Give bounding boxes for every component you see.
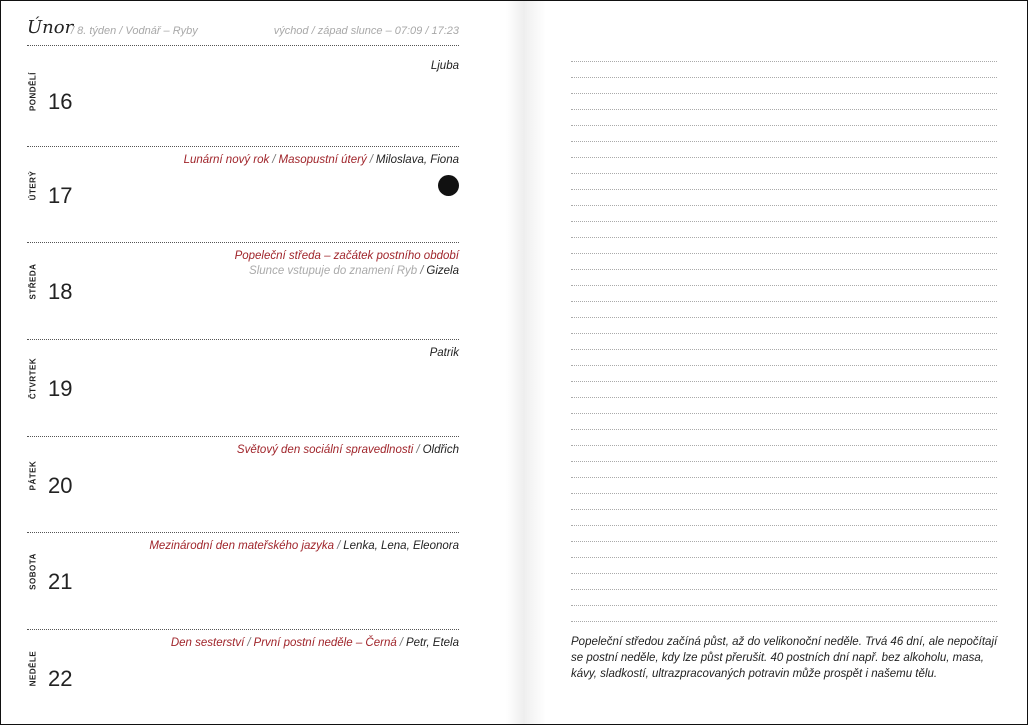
- day-row: [27, 339, 459, 436]
- ruled-line: [571, 318, 997, 334]
- name-day: Gizela: [426, 265, 459, 277]
- ruled-line: [571, 302, 997, 318]
- day-row: [27, 532, 459, 629]
- day-number: 17: [48, 183, 73, 208]
- ruled-line: [571, 222, 997, 238]
- day-row: [27, 242, 459, 339]
- ruled-line: [571, 286, 997, 302]
- separator: /: [399, 637, 403, 649]
- weekday-label: SOBOTA: [28, 553, 38, 590]
- separator: /: [420, 265, 424, 277]
- separator: /: [416, 444, 420, 456]
- ruled-line: [571, 446, 997, 462]
- day-number: 20: [48, 473, 73, 498]
- day-number: 21: [48, 569, 73, 594]
- ruled-line: [571, 430, 997, 446]
- day-row: [27, 146, 459, 243]
- name-day: Ljuba: [430, 60, 459, 72]
- name-day: Lenka, Lena, Eleonora: [343, 540, 459, 552]
- separator: /: [369, 154, 373, 166]
- ruled-line: [571, 174, 997, 190]
- new-moon-icon: [438, 175, 459, 196]
- ruled-line: [571, 398, 997, 414]
- day-notes: [184, 153, 459, 168]
- holiday-note: Den sesterství: [170, 637, 245, 649]
- weekday-label: PÁTEK: [28, 460, 38, 491]
- ruled-line: [571, 606, 997, 622]
- day-number: 19: [48, 376, 73, 401]
- month-title: Únor: [27, 17, 74, 38]
- day-number: 22: [48, 666, 73, 691]
- day-row: [27, 53, 459, 149]
- footer-note: Popeleční středou začíná půst, až do velikonoční neděle. Trvá 46 dní, ale nepočítají se postní neděle, kdy lze půst přerušit. 40 postních dní např. bez alkoholu, masa, kávy, sladkostí, ultrazpracovaných potravin může prospět i našemu tělu.: [571, 636, 998, 680]
- separator: /: [337, 540, 341, 552]
- day-notes: [237, 443, 459, 458]
- ruled-line: [571, 158, 997, 174]
- ruled-line: [571, 478, 997, 494]
- holiday-note: Lunární nový rok: [183, 154, 270, 166]
- ruled-line: [571, 366, 997, 382]
- ruled-line: [571, 462, 997, 478]
- ruled-line: [571, 270, 997, 286]
- holiday-note: Popeleční středa – začátek postního období: [234, 250, 459, 262]
- day-notes: [235, 249, 459, 279]
- ruled-line: [571, 590, 997, 606]
- holiday-note: První postní neděle – Černá: [253, 637, 397, 649]
- week-header: [27, 17, 459, 46]
- ruled-line: [571, 542, 997, 558]
- ruled-line: [571, 110, 997, 126]
- weekday-label: ÚTERÝ: [28, 170, 38, 201]
- left-page: [1, 1, 514, 724]
- day-notes: [171, 636, 459, 651]
- right-page: [546, 1, 1027, 724]
- ruled-line: [571, 62, 997, 78]
- weekday-label: STŘEDA: [28, 263, 38, 300]
- day-number: 18: [48, 279, 73, 304]
- ruled-line: [571, 510, 997, 526]
- day-row: [27, 436, 459, 533]
- name-day: Miloslava, Fiona: [375, 154, 459, 166]
- ruled-line: [571, 94, 997, 110]
- ruled-line: [571, 494, 997, 510]
- day-notes: [430, 346, 459, 361]
- ruled-line: [571, 78, 997, 94]
- ruled-line: [571, 414, 997, 430]
- notes-lines: [571, 46, 997, 622]
- weekday-label: ČTVRTEK: [28, 357, 38, 400]
- holiday-note: Masopustní úterý: [278, 154, 367, 166]
- ruled-line: [571, 334, 997, 350]
- day-notes: [149, 539, 459, 554]
- ruled-line: [571, 574, 997, 590]
- holiday-note: Slunce vstupuje do znamení Ryb: [249, 265, 418, 277]
- ruled-line: [571, 238, 997, 254]
- sunrise-sunset-info: východ / západ slunce – 07:09 / 17:23: [273, 25, 459, 37]
- weekday-label: NEDĚLE: [28, 650, 38, 687]
- holiday-note: Světový den sociální spravedlnosti: [236, 444, 414, 456]
- ruled-line: [571, 350, 997, 366]
- ruled-line: [571, 142, 997, 158]
- ruled-line: [571, 254, 997, 270]
- separator: /: [272, 154, 276, 166]
- day-notes: [431, 59, 459, 74]
- book-gutter: [506, 1, 546, 724]
- ruled-line: [571, 206, 997, 222]
- ruled-line: [571, 382, 997, 398]
- name-day: Oldřich: [422, 444, 459, 456]
- day-number: 16: [48, 89, 73, 114]
- ruled-line: [571, 46, 997, 62]
- separator: /: [247, 637, 251, 649]
- name-day: Patrik: [429, 347, 459, 359]
- name-day: Petr, Etela: [405, 637, 459, 649]
- ruled-line: [571, 526, 997, 542]
- weekday-label: PONDĚLÍ: [28, 71, 38, 112]
- day-row: [27, 629, 459, 725]
- week-info: / 8. týden / Vodnář – Ryby: [71, 25, 198, 37]
- ruled-line: [571, 126, 997, 142]
- ruled-line: [571, 558, 997, 574]
- holiday-note: Mezinárodní den mateřského jazyka: [149, 540, 335, 552]
- ruled-line: [571, 190, 997, 206]
